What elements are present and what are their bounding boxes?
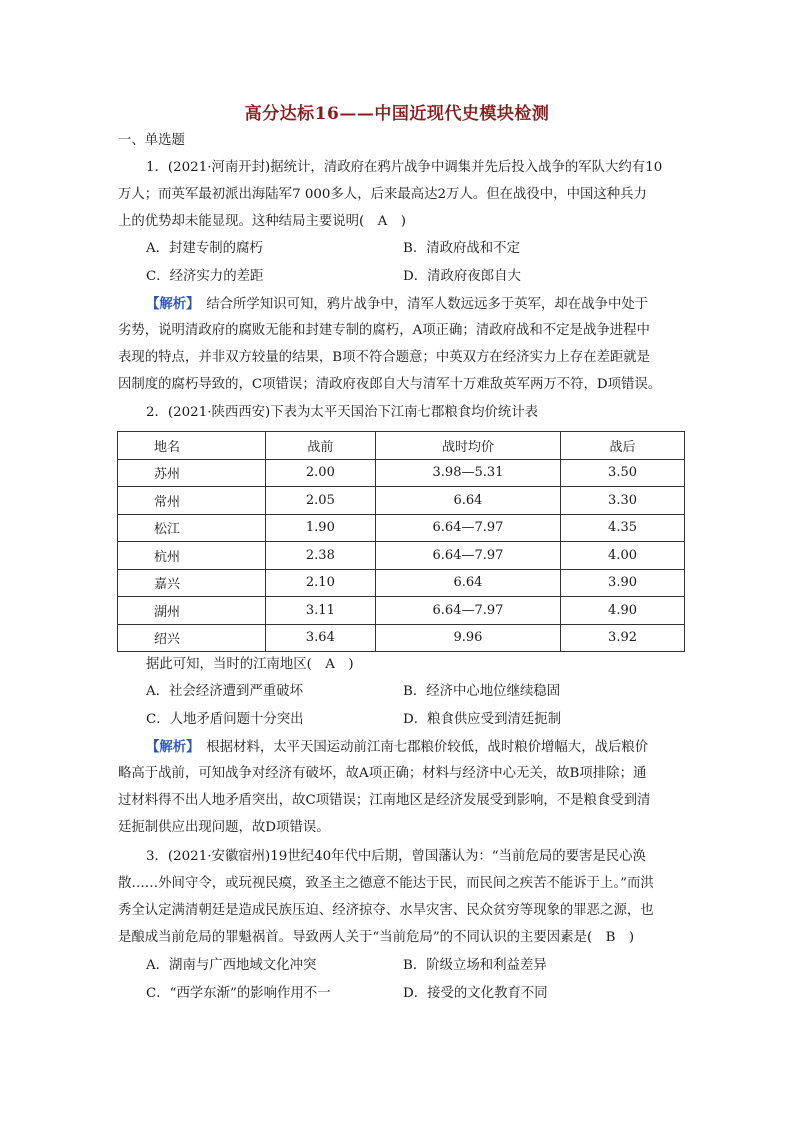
q3-stem-line: 是酿成当前危局的罪魁祸首。导致两人关于“当前危局”的不同认识的主要因素是( B ) <box>118 930 635 945</box>
table-cell: 6.64 <box>375 487 560 515</box>
q1-stem-line: 万人；而英军最初派出海陆军7 000多人，后来最高达2万人。但在战役中，中国这种兵力 <box>118 187 647 202</box>
q3-stem-line: 秀全认定满清朝廷是造成民族压迫、经济掠夺、水旱灾害、民众贫穷等现象的罪恶之源，也 <box>118 903 654 918</box>
analysis-tag: 【解析】 <box>146 739 193 755</box>
q2-stem-line: 2．(2021·陕西西安)下表为太平天国治下江南七郡粮食均价统计表 <box>146 405 539 420</box>
table-cell: 湖州 <box>118 597 266 625</box>
table-cell: 6.64 <box>375 569 560 597</box>
table-cell: 2.05 <box>265 487 375 515</box>
q2-analysis-line <box>146 738 648 757</box>
q3-option-d: D．接受的文化教育不同 <box>403 986 548 1001</box>
table-cell: 6.64—7.97 <box>375 542 560 570</box>
table-cell: 6.64—7.97 <box>375 597 560 625</box>
q3-option-c: C．“西学东渐”的影响作用不一 <box>146 986 331 1001</box>
q1-stem-line: 1．(2021·河南开封)据统计，清政府在鸦片战争中调集并先后投入战争的军队大约有10 <box>146 160 663 175</box>
q3-option-a: A．湖南与广西地域文化冲突 <box>146 958 317 973</box>
q2-analysis-line: 略高于战前，可知战争对经济有破坏，故A项正确；材料与经济中心无关，故B项排除；通 <box>118 766 647 781</box>
table-row <box>118 569 685 597</box>
q2-option-b: B．经济中心地位继续稳固 <box>403 684 561 699</box>
table-cell: 4.00 <box>561 542 685 570</box>
q1-analysis-line: 劣势，说明清政府的腐败无能和封建专制的腐朽，A项正确；清政府战和不定是战争进程中 <box>118 323 650 338</box>
table-cell: 2.10 <box>265 569 375 597</box>
table-cell: 绍兴 <box>118 624 266 652</box>
q1-analysis-line: 因制度的腐朽导致的，C项错误；清政府夜郎自大与清军十万难敌英军两万不符，D项错误。 <box>118 377 662 392</box>
table-cell: 2.38 <box>265 542 375 570</box>
table-cell: 4.90 <box>561 597 685 625</box>
table-cell: 3.50 <box>561 459 685 487</box>
q3-stem-line: 散……外间守令，或玩视民瘼，致圣主之德意不能达于民，而民间之疾苦不能诉于上。”而洪 <box>118 876 654 891</box>
table-row <box>118 459 685 487</box>
table-cell: 松江 <box>118 514 266 542</box>
q2-analysis-text: 根据材料，太平天国运动前江南七郡粮价较低，战时粮价增幅大，战后粮价 <box>192 740 649 755</box>
table-row <box>118 542 685 570</box>
analysis-tag: 【解析】 <box>146 296 193 312</box>
table-cell: 3.92 <box>561 624 685 652</box>
table-cell: 1.90 <box>265 514 375 542</box>
q3-option-b: B．阶级立场和利益差异 <box>403 958 547 973</box>
table-cell: 嘉兴 <box>118 569 266 597</box>
q2-analysis-line: 廷扼制供应出现问题，故D项错误。 <box>118 820 330 835</box>
q1-option-c: C．经济实力的差距 <box>146 269 264 284</box>
table-cell: 杭州 <box>118 542 266 570</box>
section-heading: 一、单选题 <box>118 133 185 148</box>
table-cell: 3.90 <box>561 569 685 597</box>
table-cell: 2.00 <box>265 459 375 487</box>
q2-analysis-line: 过材料得不出人地矛盾突出，故C项错误；江南地区是经济发展受到影响，不是粮食受到清 <box>118 793 651 808</box>
table-cell: 地名 <box>118 432 266 460</box>
table-cell: 9.96 <box>375 624 560 652</box>
table-cell: 3.30 <box>561 487 685 515</box>
table-cell: 战后 <box>561 432 685 460</box>
table-row <box>118 597 685 625</box>
q1-option-d: D．清政府夜郎自大 <box>403 269 521 284</box>
table-cell: 6.64—7.97 <box>375 514 560 542</box>
grain-price-table <box>117 431 685 652</box>
table-cell: 常州 <box>118 487 266 515</box>
table-cell: 战前 <box>265 432 375 460</box>
page-title: 高分达标16——中国近现代史模块检测 <box>244 104 550 124</box>
table-cell: 3.64 <box>265 624 375 652</box>
q1-stem-line: 上的优势却未能显现。这种结局主要说明( A ) <box>118 214 406 229</box>
q1-analysis-line <box>146 295 648 314</box>
table-cell: 4.35 <box>561 514 685 542</box>
q2-option-a: A．社会经济遭到严重破坏 <box>146 684 303 699</box>
table-cell: 战时均价 <box>375 432 560 460</box>
q2-option-c: C．人地矛盾问题十分突出 <box>146 712 304 727</box>
table-cell: 3.98—5.31 <box>375 459 560 487</box>
q1-option-b: B．清政府战和不定 <box>403 241 520 256</box>
table-row <box>118 514 685 542</box>
table-row <box>118 624 685 652</box>
q2-question: 据此可知，当时的江南地区( A ) <box>146 657 354 672</box>
q2-option-d: D．粮食供应受到清廷扼制 <box>403 712 562 727</box>
q1-analysis-line: 表现的特点，并非双方较量的结果，B项不符合题意；中英双方在经济实力上存在差距就是 <box>118 350 651 365</box>
q3-stem-line: 3．(2021·安徽宿州)19世纪40年代中后期，曾国藩认为：“当前危局的要害是民心涣 <box>146 849 646 864</box>
table-header-row <box>118 432 685 460</box>
q1-analysis-text: 结合所学知识可知，鸦片战争中，清军人数远远多于英军，却在战争中处于 <box>192 297 649 312</box>
table-row <box>118 487 685 515</box>
table-cell: 3.11 <box>265 597 375 625</box>
table-cell: 苏州 <box>118 459 266 487</box>
q1-option-a: A．封建专制的腐朽 <box>146 241 263 256</box>
